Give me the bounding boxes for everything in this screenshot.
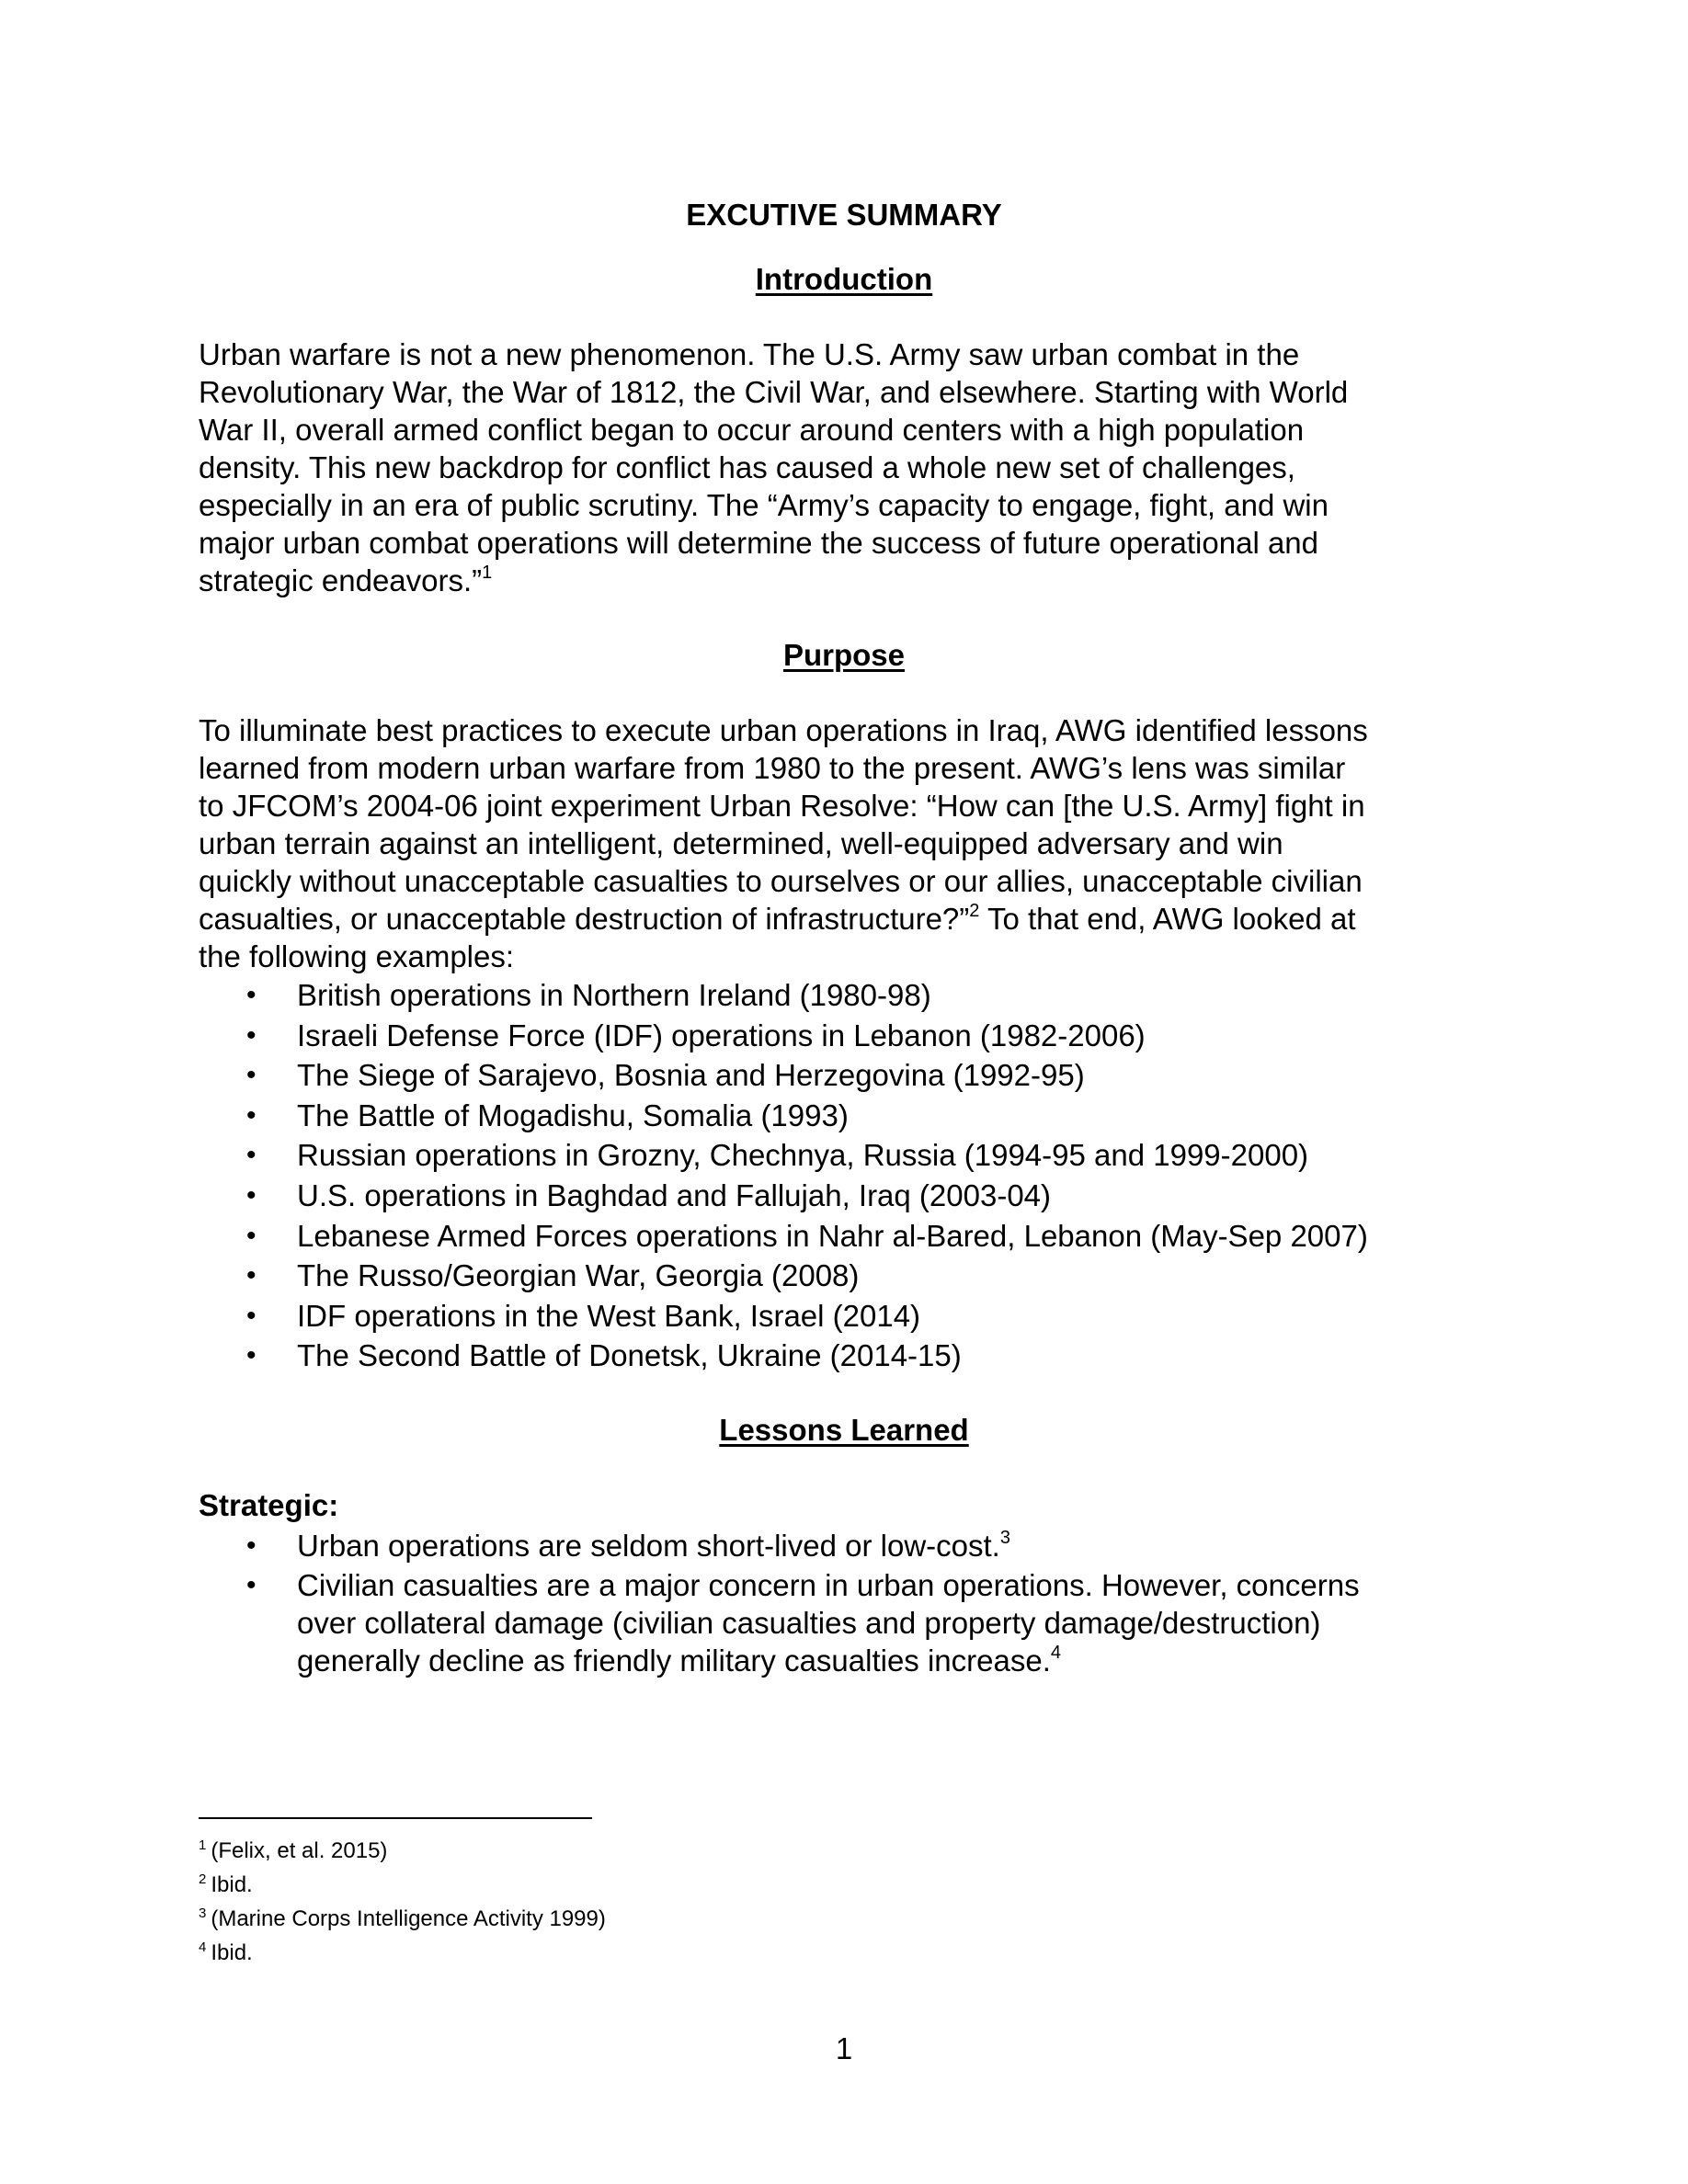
footnote-text: Ibid.	[211, 1940, 253, 1965]
bullet-icon: •	[246, 1019, 257, 1051]
list-item	[199, 1176, 1504, 1216]
list-item-text: The Russo/Georgian War, Georgia (2008)	[297, 1258, 860, 1293]
footnote-number: 1	[199, 1837, 207, 1853]
footnote-item	[199, 1834, 606, 1868]
footnote-text: Ibid.	[211, 1872, 253, 1897]
footnote-number: 2	[199, 1871, 207, 1887]
list-item	[199, 1096, 1504, 1136]
bullet-icon: •	[246, 1099, 257, 1131]
footnote-item	[199, 1868, 606, 1902]
text-line: the following examples:	[199, 939, 515, 973]
heading-introduction-text: Introduction	[755, 262, 933, 296]
list-item-text: Civilian casualties are a major concern in urban operations. However, concerns	[297, 1568, 1360, 1602]
text-line: quickly without unacceptable casualties to ourselves or our allies, unacceptable civilian	[199, 864, 1363, 898]
list-item	[199, 1016, 1504, 1056]
list-item	[199, 1336, 1504, 1376]
bullet-icon: •	[246, 1260, 257, 1291]
footnote-item	[199, 1902, 606, 1936]
list-item-text: Urban operations are seldom short-lived or low-cost.	[297, 1529, 1000, 1563]
bullet-icon: •	[246, 1179, 257, 1211]
list-item-text	[297, 1642, 1504, 1679]
text-line: Revolutionary War, the War of 1812, the Civil War, and elsewhere. Starting with World	[199, 375, 1349, 409]
list-item	[199, 1256, 1504, 1296]
bullet-icon: •	[246, 1530, 257, 1561]
list-item-text: Israeli Defense Force (IDF) operations in Lebanon (1982-2006)	[297, 1018, 1146, 1052]
text-line: Urban warfare is not a new phenomenon. The U.S. Army saw urban combat in the	[199, 337, 1300, 371]
bullet-icon: •	[246, 980, 257, 1010]
footnote-ref-2[interactable]: 2	[969, 901, 980, 921]
list-item-text: British operations in Northern Ireland (1980-98)	[297, 978, 931, 1012]
list-item	[199, 1527, 1504, 1564]
bullet-icon: •	[246, 1140, 257, 1171]
footnote-ref-1[interactable]: 1	[482, 563, 493, 583]
text-line-content: strategic endeavors.”	[199, 563, 483, 597]
footnote-number: 3	[199, 1905, 207, 1921]
list-item-text: Lebanese Armed Forces operations in Nahr al-Bared, Lebanon (May-Sep 2007)	[297, 1218, 1368, 1253]
text-line: density. This new backdrop for conflict has caused a whole new set of challenges,	[199, 450, 1295, 484]
heading-purpose-text: Purpose	[782, 638, 906, 672]
text-line: To illuminate best practices to execute urban operations in Iraq, AWG identified lessons	[199, 713, 1368, 747]
heading-lessons-learned-text: Lessons Learned	[719, 1413, 969, 1447]
bullet-icon: •	[246, 1060, 257, 1091]
introduction-paragraph	[199, 336, 1504, 599]
list-item-text: The Second Battle of Donetsk, Ukraine (2014-15)	[297, 1338, 962, 1373]
purpose-paragraph	[199, 711, 1504, 975]
footnote-text: (Felix, et al. 2015)	[211, 1838, 388, 1863]
list-item-text: over collateral damage (civilian casualties and property damage/destruction)	[297, 1606, 1321, 1640]
text-line-content: casualties, or unacceptable destruction of infrastructure?”	[199, 902, 970, 936]
document-title: EXCUTIVE SUMMARY	[686, 198, 1002, 232]
text-line	[199, 562, 1504, 599]
heading-introduction	[0, 260, 1688, 298]
heading-lessons-learned	[0, 1411, 1688, 1449]
footnote-item	[199, 1936, 606, 1970]
footnote-number: 4	[199, 1939, 207, 1955]
list-item-text: Russian operations in Grozny, Chechnya, Russia (1994-95 and 1999-2000)	[297, 1138, 1309, 1173]
list-item	[199, 1135, 1504, 1176]
footnote-separator	[199, 1817, 592, 1819]
bullet-icon: •	[246, 1340, 257, 1371]
text-line: especially in an era of public scrutiny. The “Army’s capacity to engage, fight, and win	[199, 488, 1329, 522]
text-line: War II, overall armed conflict began to occur around centers with a high population	[199, 413, 1305, 447]
text-line-content: generally decline as friendly military casualties increase.	[297, 1644, 1051, 1678]
bullet-icon: •	[246, 1570, 257, 1600]
footnote-ref-3[interactable]: 3	[999, 1528, 1010, 1548]
page-number: 1	[835, 2031, 853, 2065]
text-line	[199, 900, 1504, 938]
text-line-content: To that end, AWG looked at	[979, 902, 1356, 936]
footnotes	[199, 1834, 606, 1970]
text-line: major urban combat operations will determine the success of future operational and	[199, 526, 1319, 560]
bullet-icon: •	[246, 1220, 257, 1251]
list-item-text: IDF operations in the West Bank, Israel (2014)	[297, 1298, 921, 1333]
strategic-label: Strategic:	[199, 1488, 339, 1522]
bullet-icon: •	[246, 1300, 257, 1331]
text-line: to JFCOM’s 2004-06 joint experiment Urban Resolve: “How can [the U.S. Army] fight in	[199, 789, 1365, 823]
list-item-text: The Battle of Mogadishu, Somalia (1993)	[297, 1098, 849, 1132]
list-item	[199, 1296, 1504, 1337]
text-line: learned from modern urban warfare from 1980 to the present. AWG’s lens was similar	[199, 751, 1346, 785]
list-item	[199, 1566, 1504, 1679]
list-item-text: U.S. operations in Baghdad and Fallujah, Iraq (2003-04)	[297, 1177, 1052, 1212]
strategic-lessons-list	[199, 1527, 1504, 1679]
list-item-text: The Siege of Sarajevo, Bosnia and Herzegovina (1992-95)	[297, 1058, 1085, 1093]
footnote-ref-4[interactable]: 4	[1050, 1643, 1062, 1663]
list-item	[199, 1216, 1504, 1257]
examples-list	[199, 975, 1504, 1376]
list-item	[199, 975, 1504, 1016]
list-item	[199, 1055, 1504, 1096]
heading-purpose	[0, 636, 1688, 674]
text-line: urban terrain against an intelligent, determined, well-equipped adversary and win	[199, 826, 1283, 860]
footnote-text: (Marine Corps Intelligence Activity 1999)	[211, 1906, 606, 1931]
